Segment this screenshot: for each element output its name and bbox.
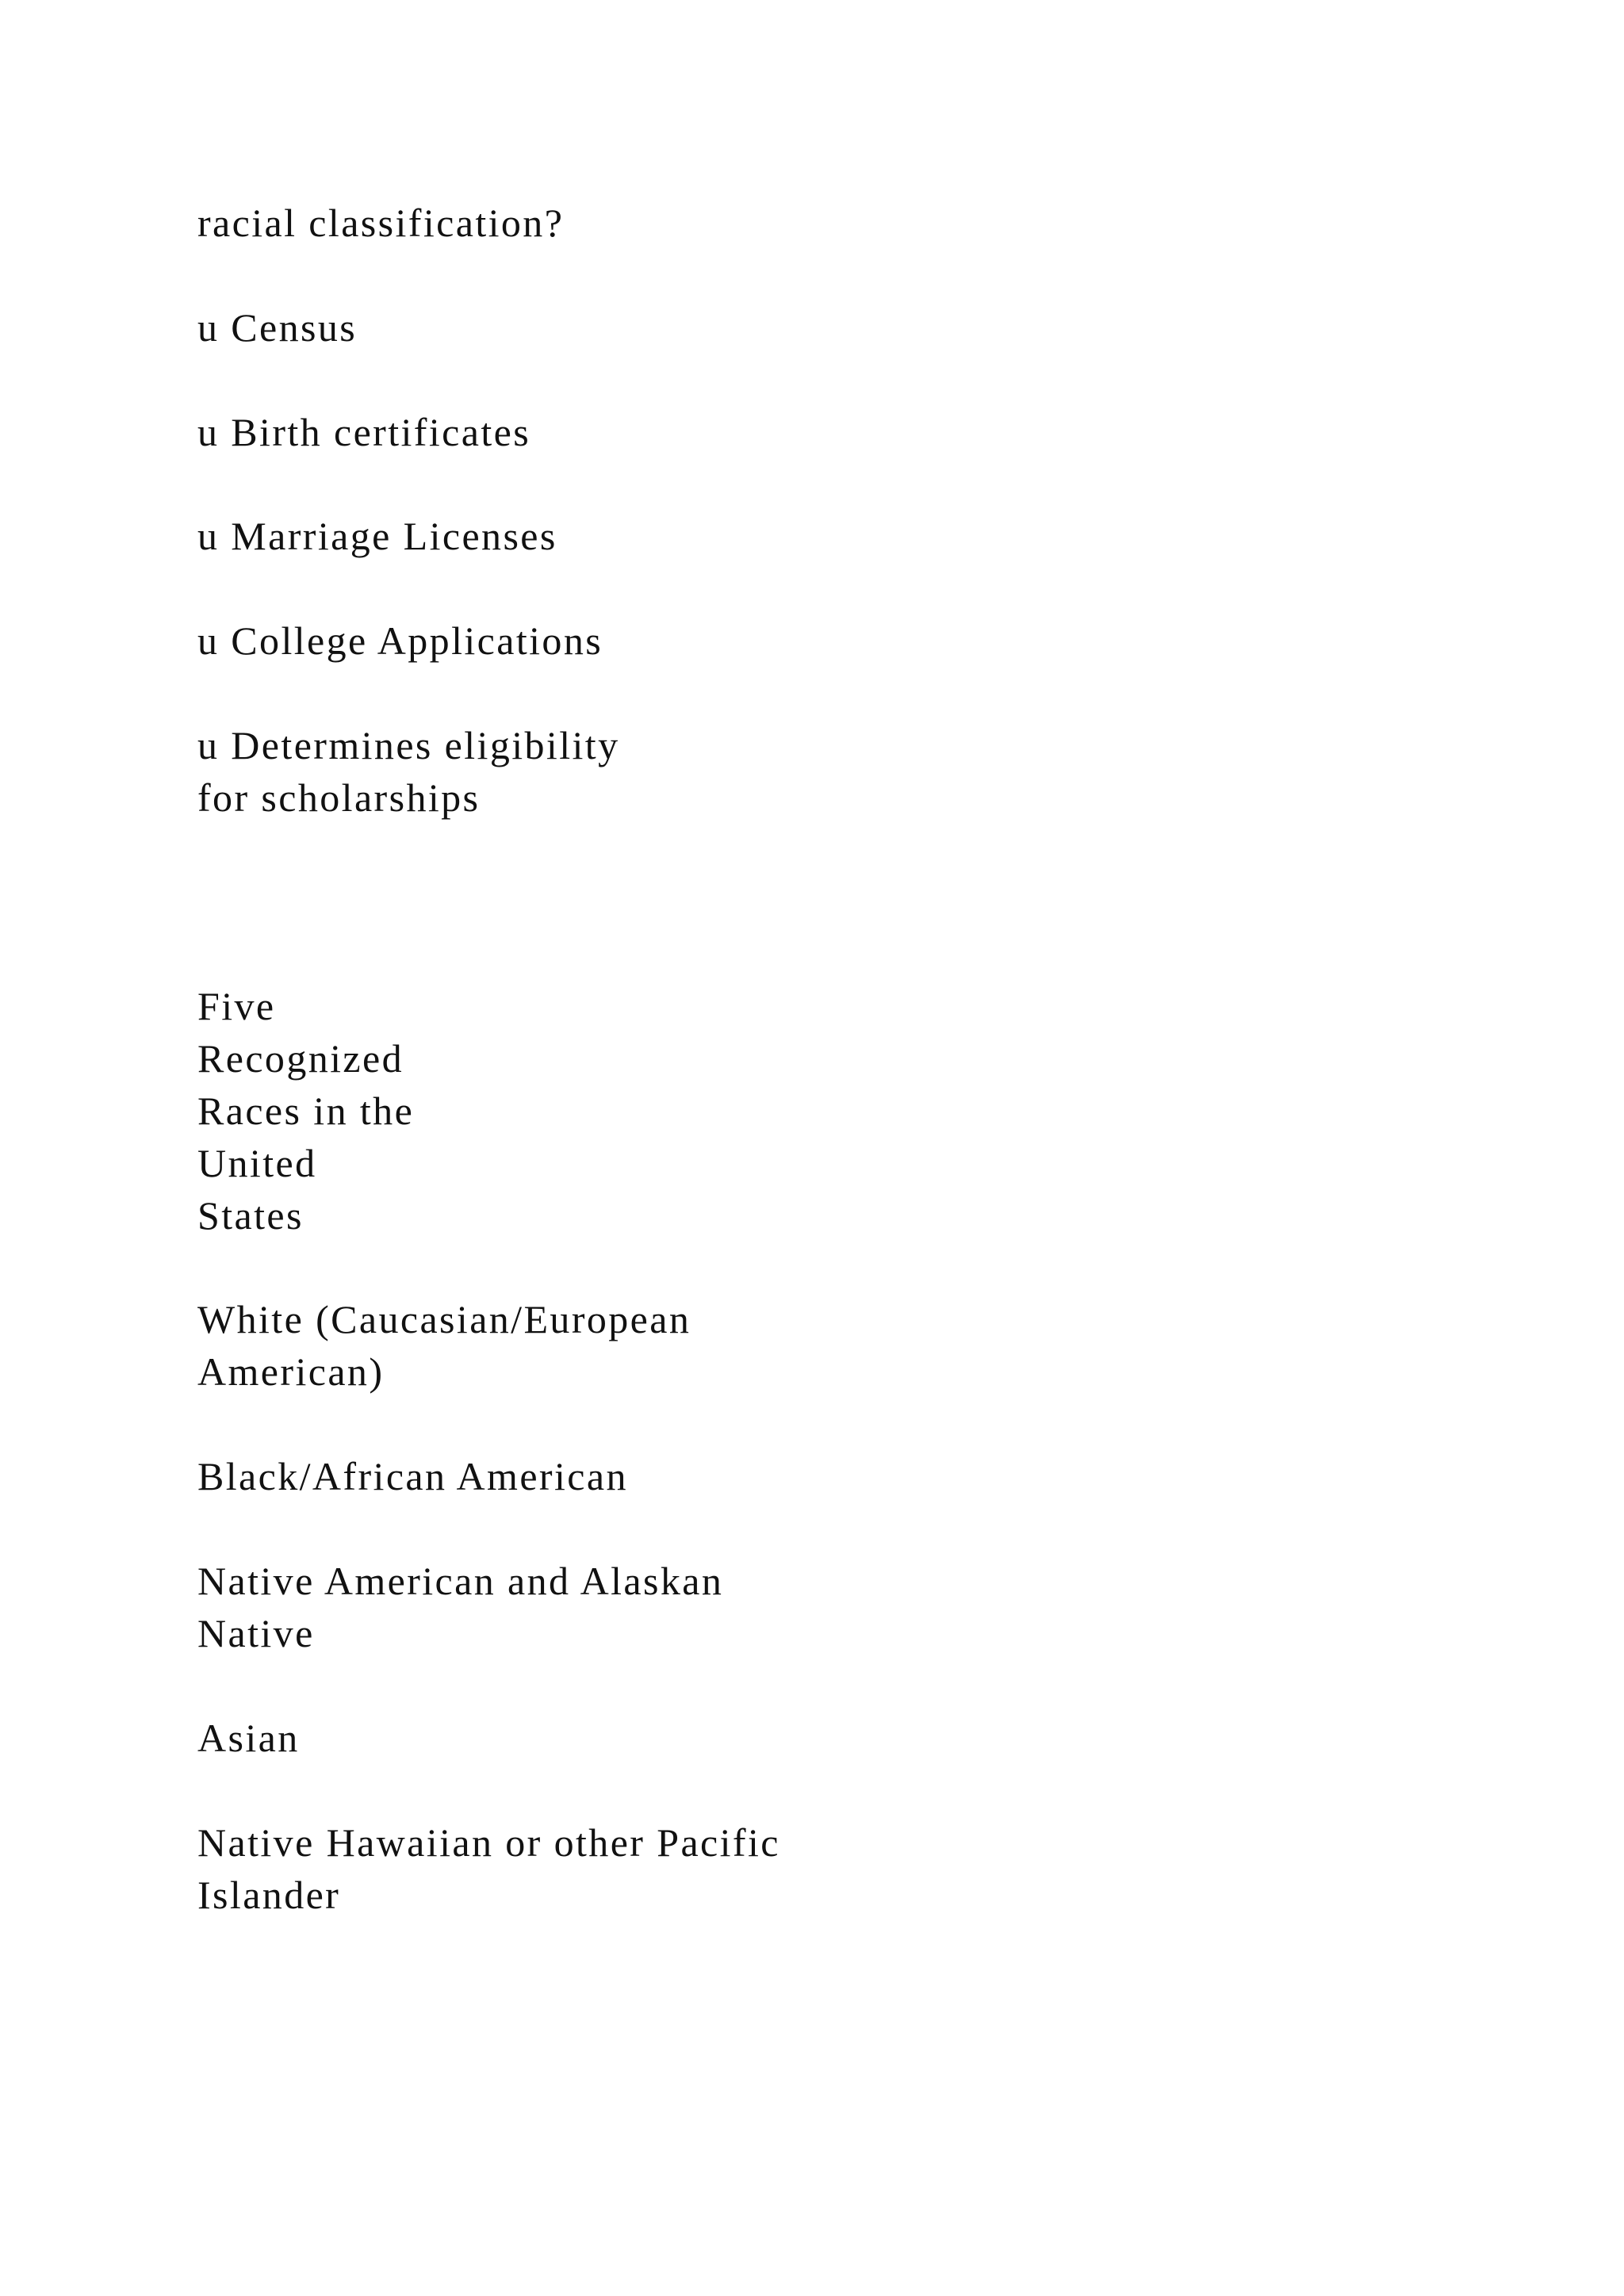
heading-line-4: United — [197, 1141, 317, 1185]
race-pacific-islander-cont: Islander — [197, 1873, 341, 1917]
heading-line-1: Five — [197, 984, 276, 1028]
bullet-birth-certificates: u Birth certificates — [197, 410, 531, 454]
race-native-american: Native American and Alaskan — [197, 1559, 724, 1603]
bullet-eligibility: u Determines eligibility — [197, 723, 620, 767]
race-asian: Asian — [197, 1716, 300, 1760]
race-white-cont: American) — [197, 1349, 385, 1394]
heading-line-5: States — [197, 1193, 304, 1238]
bullet-census: u Census — [197, 305, 358, 350]
heading-line-2: Recognized — [197, 1036, 404, 1081]
race-black: Black/African American — [197, 1454, 628, 1498]
race-pacific-islander: Native Hawaiian or other Pacific — [197, 1820, 780, 1865]
bullet-college-applications: u College Applications — [197, 618, 603, 663]
race-native-american-cont: Native — [197, 1611, 315, 1655]
heading-line-3: Races in the — [197, 1089, 415, 1133]
bullet-eligibility-cont: for scholarships — [197, 775, 481, 820]
race-white: White (Caucasian/European — [197, 1297, 691, 1341]
question-text: racial classification? — [197, 201, 565, 245]
bullet-marriage-licenses: u Marriage Licenses — [197, 514, 557, 558]
